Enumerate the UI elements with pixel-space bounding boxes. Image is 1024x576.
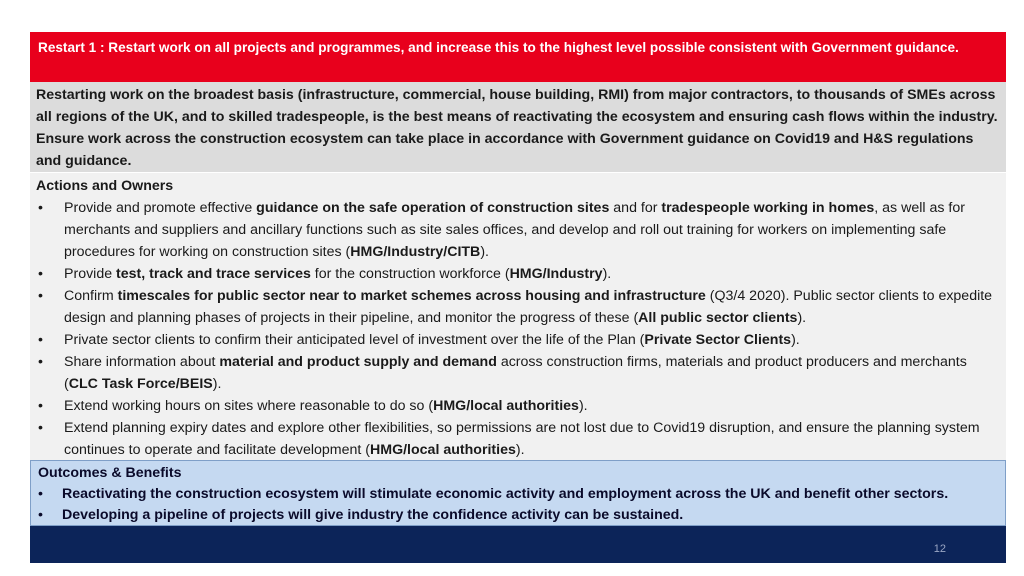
bullet-icon: • (38, 200, 43, 216)
actions-title: Actions and Owners (36, 178, 174, 194)
action-item: • Provide test, track and trace services for the construction workforce (HMG/Industry). (36, 263, 1000, 285)
bullet-icon: • (38, 420, 43, 436)
action-item: • Private sector clients to confirm their anticipated level of investment over the life of the Plan (Private Sector Clients). (36, 329, 1000, 351)
action-item: • Provide and promote effective guidance on the safe operation of construction sites and for tradespeople working in homes, as well as for merchants and suppliers and ancillary functions such as site sales offices, and develop and roll out training for workers on implementing safe procedures for working on construction sites (HMG/Industry/CITB). (36, 197, 1000, 263)
actions-box (30, 172, 1006, 460)
outcomes-title: Outcomes & Benefits (38, 465, 182, 481)
outcomes-list (38, 484, 999, 526)
slide-title: Restart 1 : Restart work on all projects and programmes, and increase this to the highest level possible consistent with Government guidance. (38, 40, 959, 55)
bullet-icon: • (38, 507, 43, 523)
bullet-icon: • (38, 354, 43, 370)
intro-text: Restarting work on the broadest basis (infrastructure, commercial, house building, RMI) from major contractors, to thousands of SMEs across all regions of the UK, and to skilled tradespeople, is the best means of reactivating the ecosystem and ensuring cash flows within the industry. Ensure work across the construction ecosystem can take place in accordance with Government guidance on Covid19 and H&S regulations and guidance. (36, 87, 998, 169)
action-item: • Extend planning expiry dates and explore other flexibilities, so permissions are not lost due to Covid19 disruption, and ensure the planning system continues to operate and facilitate development (HMG/local authorities). (36, 417, 1000, 461)
footer-bar (30, 526, 1006, 563)
actions-list (36, 197, 1000, 461)
slide-header (30, 32, 1006, 82)
bullet-icon: • (38, 266, 43, 282)
bullet-icon: • (38, 398, 43, 414)
action-item: • Extend working hours on sites where reasonable to do so (HMG/local authorities). (36, 395, 1000, 417)
page-number: 12 (933, 543, 946, 555)
slide (30, 32, 1006, 526)
bullet-icon: • (38, 486, 43, 502)
action-item: • Confirm timescales for public sector near to market schemes across housing and infrastructure (Q3/4 2020). Public sector clients to expedite design and planning phases of projects in their pipeline, and monitor the progress of these (All public sector clients). (36, 285, 1000, 329)
outcomes-box (30, 460, 1006, 526)
bullet-icon: • (38, 288, 43, 304)
outcome-item: • Reactivating the construction ecosystem will stimulate economic activity and employment across the UK and benefit other sectors. (38, 484, 999, 505)
bullet-icon: • (38, 332, 43, 348)
intro-box (30, 82, 1006, 172)
action-item: • Share information about material and product supply and demand across construction firms, materials and product producers and merchants (CLC Task Force/BEIS). (36, 351, 1000, 395)
outcome-item: • Developing a pipeline of projects will give industry the confidence activity can be sustained. (38, 505, 999, 526)
